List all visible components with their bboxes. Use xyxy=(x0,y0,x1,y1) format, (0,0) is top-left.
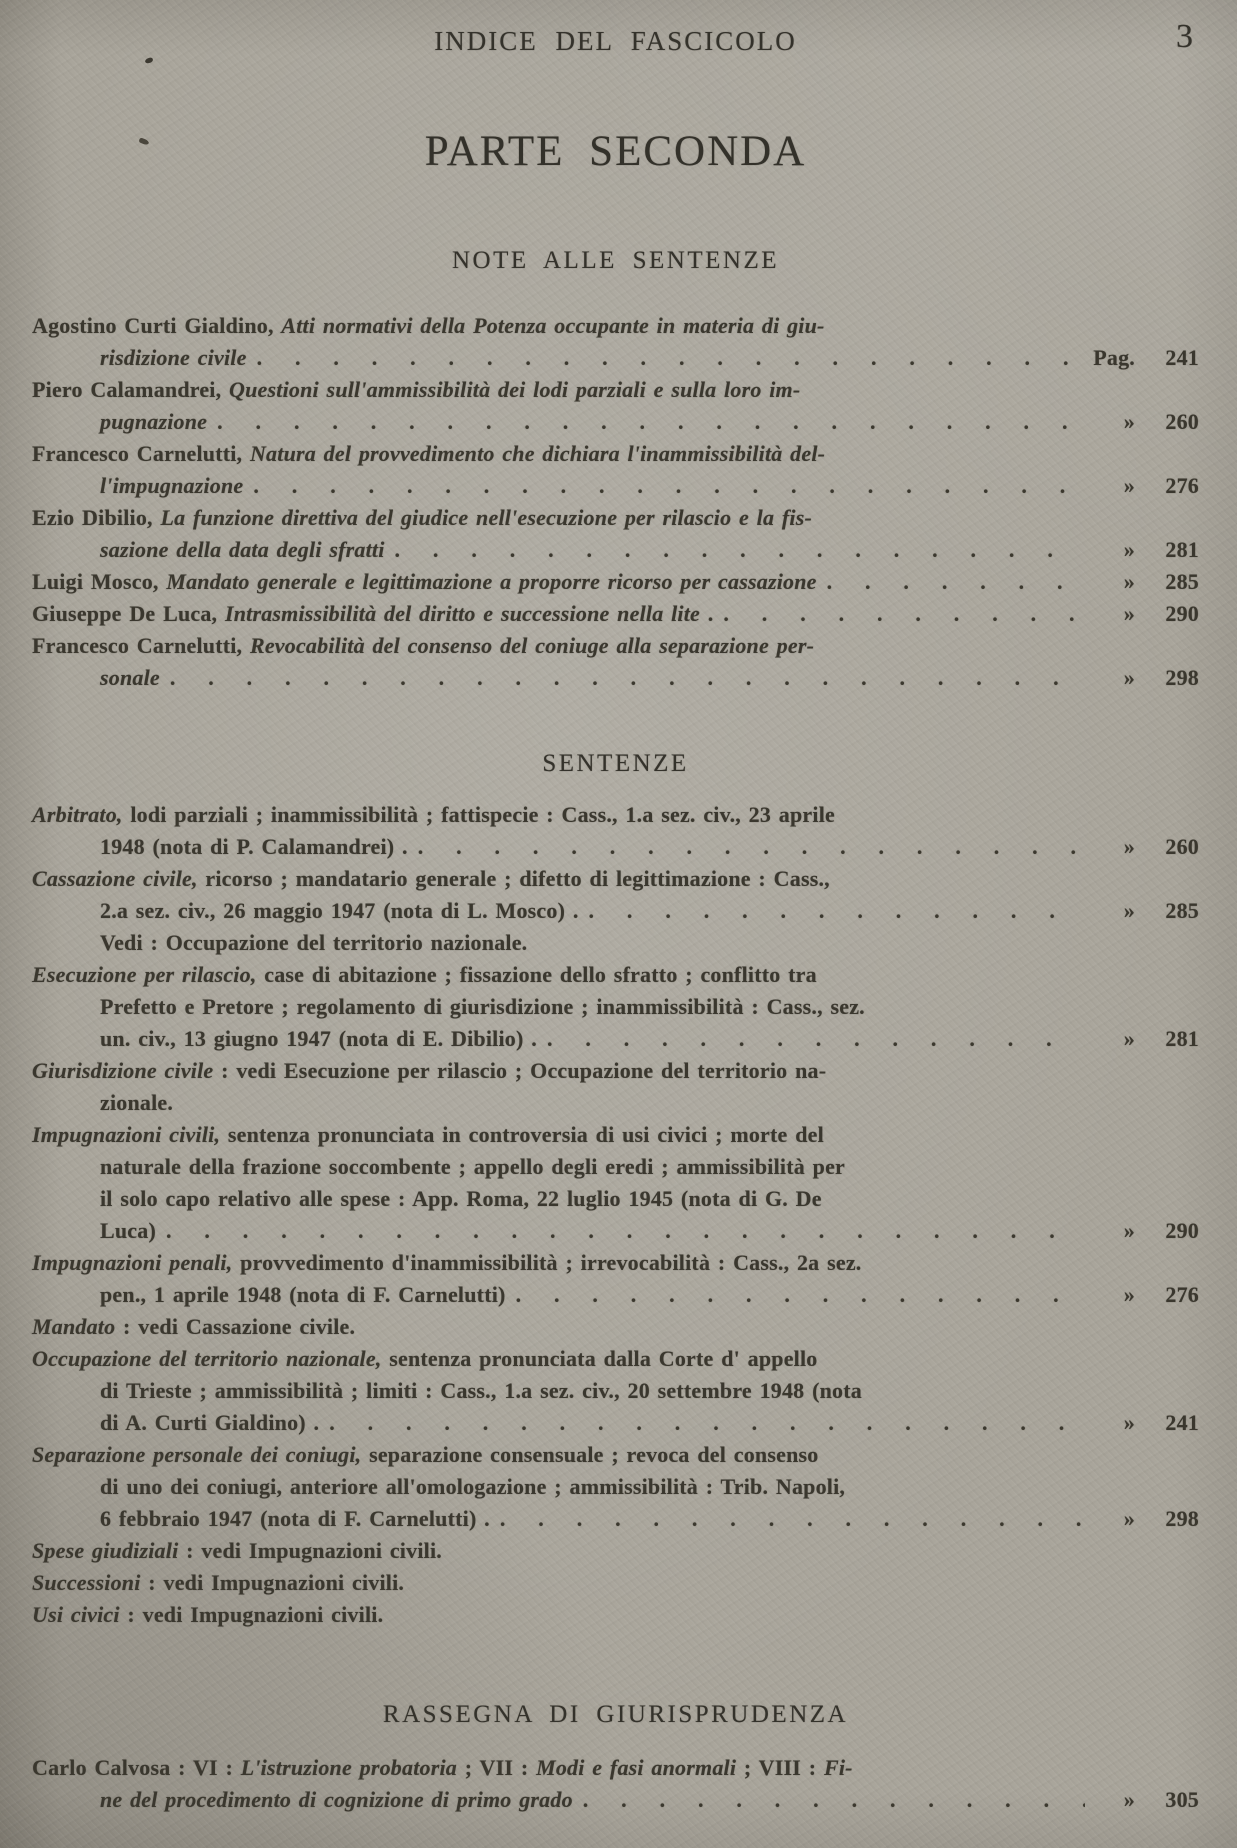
index-entry-line xyxy=(32,895,1199,927)
index-entry-line xyxy=(32,1407,1199,1439)
page-ref-number: 298 xyxy=(1165,1506,1199,1531)
index-entry-line xyxy=(32,1183,1199,1215)
index-entry-line xyxy=(32,1215,1199,1247)
index-entry xyxy=(32,1055,1199,1119)
page-ref-number: 276 xyxy=(1165,473,1199,498)
index-entry-line xyxy=(32,1247,1199,1279)
entry-text: Cassazione civile, ricorso ; mandatario generale ; difetto di legittimazione : Cass., xyxy=(32,866,830,891)
page-ref-mark: » xyxy=(1123,569,1135,594)
section-rassegna-di-giurisprudenza xyxy=(32,1701,1199,1816)
index-entry xyxy=(32,1311,1199,1343)
entry-text: Impugnazioni civili, sentenza pronunciata in controversia di usi civici ; morte del xyxy=(32,1122,824,1147)
index-entry xyxy=(32,438,1199,502)
page-ref-number: 241 xyxy=(1165,345,1199,370)
index-entry xyxy=(32,1752,1199,1816)
entry-text: ne del procedimento di cognizione di primo grado xyxy=(100,1787,573,1812)
index-entry-line xyxy=(32,1279,1199,1311)
entry-text: Carlo Calvosa : VI : L'istruzione probatoria ; VII : Modi e fasi anormali ; VIII : Fi- xyxy=(32,1755,853,1780)
index-entry xyxy=(32,1567,1199,1599)
entry-text: 1948 (nota di P. Calamandrei) . xyxy=(100,834,408,859)
index-entry-line xyxy=(32,1784,1199,1816)
entry-text: sazione della data degli sfratti xyxy=(100,537,385,562)
entry-text: risdizione civile xyxy=(100,345,247,370)
index-entry xyxy=(32,566,1199,598)
entry-text: Impugnazioni penali, provvedimento d'inammissibilità ; irrevocabilità : Cass., 2a sez. xyxy=(32,1250,862,1275)
index-entry-line xyxy=(32,1343,1199,1375)
page-ref-mark: » xyxy=(1123,473,1135,498)
index-entry-line xyxy=(32,1151,1199,1183)
entry-text: di Trieste ; ammissibilità ; limiti : Cass., 1.a sez. civ., 20 settembre 1948 (nota xyxy=(100,1378,862,1403)
page-ref-number: 260 xyxy=(1165,834,1199,859)
index-entry-line xyxy=(32,799,1199,831)
entry-text: naturale della frazione soccombente ; appello degli eredi ; ammissibilità per xyxy=(100,1154,846,1179)
index-entry-line xyxy=(32,1311,1199,1343)
entry-text: pen., 1 aprile 1948 (nota di F. Carnelutti) xyxy=(100,1282,506,1307)
page-ref-mark: » xyxy=(1123,1506,1135,1531)
index-entry-line xyxy=(32,598,1199,630)
page-ref-number: 305 xyxy=(1165,1787,1199,1812)
page-ref-mark: » xyxy=(1123,898,1135,923)
index-entry-line xyxy=(32,310,1199,342)
index-entry xyxy=(32,1439,1199,1535)
page-ref-number: 260 xyxy=(1165,409,1199,434)
index-entry xyxy=(32,1535,1199,1567)
index-entry-line xyxy=(32,470,1199,502)
index-entry-line xyxy=(32,1503,1199,1535)
entry-text: Piero Calamandrei, Questioni sull'ammissibilità dei lodi parziali e sulla loro im- xyxy=(32,377,801,402)
index-entry-line xyxy=(32,1471,1199,1503)
page-ref-mark: Pag. xyxy=(1093,345,1135,370)
entry-text: zionale. xyxy=(100,1090,174,1115)
entry-text: Giuseppe De Luca, Intrasmissibilità del diritto e successione nella lite . xyxy=(32,601,714,626)
index-entry-line xyxy=(32,927,1199,959)
index-entry-line xyxy=(32,1375,1199,1407)
page-ref-mark: » xyxy=(1123,1218,1135,1243)
ink-speck xyxy=(144,57,153,64)
dot-leader xyxy=(217,406,1085,438)
index-entry-line xyxy=(32,662,1199,694)
index-entry-line xyxy=(32,438,1199,470)
entry-text: Francesco Carnelutti, Natura del provvedimento che dichiara l'inammissibilità del- xyxy=(32,441,826,466)
entry-text: Usi civici : vedi Impugnazioni civili. xyxy=(32,1602,384,1627)
entries-list xyxy=(32,310,1199,694)
section-note-alle-sentenze xyxy=(32,247,1199,694)
page-ref-number: 241 xyxy=(1165,1410,1199,1435)
index-entry-line xyxy=(32,406,1199,438)
entry-text: pugnazione xyxy=(100,409,208,434)
index-entry-line xyxy=(32,831,1199,863)
index-entry xyxy=(32,799,1199,863)
dot-leader xyxy=(395,534,1085,566)
dot-leader xyxy=(170,662,1085,694)
index-entry-line xyxy=(32,566,1199,598)
dot-leader xyxy=(166,1215,1085,1247)
entry-text: Mandato : vedi Cassazione civile. xyxy=(32,1314,356,1339)
index-entry xyxy=(32,1343,1199,1439)
entries-list xyxy=(32,799,1199,1631)
index-entry-line xyxy=(32,863,1199,895)
section-heading: NOTE ALLE SENTENZE xyxy=(451,247,779,274)
page-ref-mark: » xyxy=(1123,1026,1135,1051)
page-header xyxy=(32,18,1199,57)
index-entry xyxy=(32,1119,1199,1247)
page-ref-mark: » xyxy=(1123,1410,1135,1435)
index-entry-line xyxy=(32,1752,1199,1784)
dot-leader xyxy=(583,1784,1085,1816)
entry-text: Successioni : vedi Impugnazioni civili. xyxy=(32,1570,405,1595)
dot-leader xyxy=(723,598,1085,630)
entry-text: Occupazione del territorio nazionale, sentenza pronunciata dalla Corte d' appello xyxy=(32,1346,818,1371)
index-entry xyxy=(32,310,1199,374)
index-entry-line xyxy=(32,1087,1199,1119)
entry-text: Luca) xyxy=(100,1218,156,1243)
entry-text: Luigi Mosco, Mandato generale e legittimazione a proporre ricorso per cassazione xyxy=(32,569,817,594)
entry-text: Separazione personale dei coniugi, separazione consensuale ; revoca del consenso xyxy=(32,1442,819,1467)
entry-text: 6 febbraio 1947 (nota di F. Carnelutti) . xyxy=(100,1506,490,1531)
page-ref-mark: » xyxy=(1123,409,1135,434)
entry-text: Esecuzione per rilascio, case di abitazione ; fissazione dello sfratto ; conflitto tra xyxy=(32,962,817,987)
page-ref-number: 298 xyxy=(1165,665,1199,690)
entry-text: Francesco Carnelutti, Revocabilità del consenso del coniuge alla separazione per- xyxy=(32,633,815,658)
index-entry-line xyxy=(32,1599,1199,1631)
index-entry-line xyxy=(32,1439,1199,1471)
index-entry-line xyxy=(32,1535,1199,1567)
dot-leader xyxy=(516,1279,1085,1311)
entry-text: Prefetto e Pretore ; regolamento di giurisdizione ; inammissibilità : Cass., sez. xyxy=(100,994,865,1019)
page-ref-number: 285 xyxy=(1165,569,1199,594)
page-title: INDICE DEL FASCICOLO xyxy=(434,26,797,56)
page-ref-mark: » xyxy=(1123,834,1135,859)
index-entry-line xyxy=(32,1567,1199,1599)
page-ref-number: 281 xyxy=(1165,537,1199,562)
entry-text: 2.a sez. civ., 26 maggio 1947 (nota di L. Mosco) . xyxy=(100,898,579,923)
entry-text: sonale xyxy=(100,665,160,690)
page-ref-mark: » xyxy=(1123,665,1135,690)
index-entry-line xyxy=(32,991,1199,1023)
index-entry xyxy=(32,630,1199,694)
page-ref-mark: » xyxy=(1123,601,1135,626)
entry-text: Giurisdizione civile : vedi Esecuzione per rilascio ; Occupazione del territorio na- xyxy=(32,1058,827,1083)
index-entry xyxy=(32,502,1199,566)
index-entry xyxy=(32,863,1199,959)
entry-text: Spese giudiziali : vedi Impugnazioni civili. xyxy=(32,1538,442,1563)
index-entry-line xyxy=(32,374,1199,406)
page-ref-number: 290 xyxy=(1165,601,1199,626)
index-entry-line xyxy=(32,1055,1199,1087)
entry-text: Vedi : Occupazione del territorio nazionale. xyxy=(100,930,528,955)
page-ref-mark: » xyxy=(1123,1282,1135,1307)
entry-text: l'impugnazione xyxy=(100,473,244,498)
part-title: PARTE SECONDA xyxy=(424,128,807,175)
index-entry-line xyxy=(32,342,1199,374)
index-entry xyxy=(32,959,1199,1055)
index-entry-line xyxy=(32,1119,1199,1151)
index-entry-line xyxy=(32,1023,1199,1055)
dot-leader xyxy=(257,342,1085,374)
index-entry xyxy=(32,1247,1199,1311)
page-ref-number: 290 xyxy=(1165,1218,1199,1243)
entry-text: Arbitrato, lodi parziali ; inammissibilità ; fattispecie : Cass., 1.a sez. civ., 23 aprile xyxy=(32,802,835,827)
entry-text: Agostino Curti Gialdino, Atti normativi della Potenza occupante in materia di giu- xyxy=(32,313,825,338)
page-ref-number: 285 xyxy=(1165,898,1199,923)
index-entry xyxy=(32,598,1199,630)
index-entry-line xyxy=(32,959,1199,991)
dot-leader xyxy=(827,566,1085,598)
entry-text: di uno dei coniugi, anteriore all'omologazione ; ammissibilità : Trib. Napoli, xyxy=(100,1474,846,1499)
page-ref-mark: » xyxy=(1123,537,1135,562)
index-entry xyxy=(32,1599,1199,1631)
index-entry-line xyxy=(32,534,1199,566)
dot-leader xyxy=(253,470,1085,502)
index-entry xyxy=(32,374,1199,438)
index-entry-line xyxy=(32,630,1199,662)
dot-leader xyxy=(500,1503,1085,1535)
dot-leader xyxy=(329,1407,1085,1439)
entry-text: Ezio Dibilio, La funzione direttiva del giudice nell'esecuzione per rilascio e la fis- xyxy=(32,505,813,530)
section-heading: RASSEGNA DI GIURISPRUDENZA xyxy=(382,1701,849,1728)
page-ref-mark: » xyxy=(1123,1787,1135,1812)
index-entry-line xyxy=(32,502,1199,534)
section-sentenze xyxy=(32,750,1199,1631)
entries-list xyxy=(32,1752,1199,1816)
dot-leader xyxy=(589,895,1085,927)
page-ref-number: 276 xyxy=(1165,1282,1199,1307)
section-heading: SENTENZE xyxy=(542,750,689,777)
entry-text: un. civ., 13 giugno 1947 (nota di E. Dibilio) . xyxy=(100,1026,537,1051)
page-number: 3 xyxy=(1176,18,1193,55)
entry-text: di A. Curti Gialdino) . xyxy=(100,1410,320,1435)
page-ref-number: 281 xyxy=(1165,1026,1199,1051)
entry-text: il solo capo relativo alle spese : App. Roma, 22 luglio 1945 (nota di G. De xyxy=(100,1186,822,1211)
dot-leader xyxy=(418,831,1085,863)
dot-leader xyxy=(547,1023,1085,1055)
